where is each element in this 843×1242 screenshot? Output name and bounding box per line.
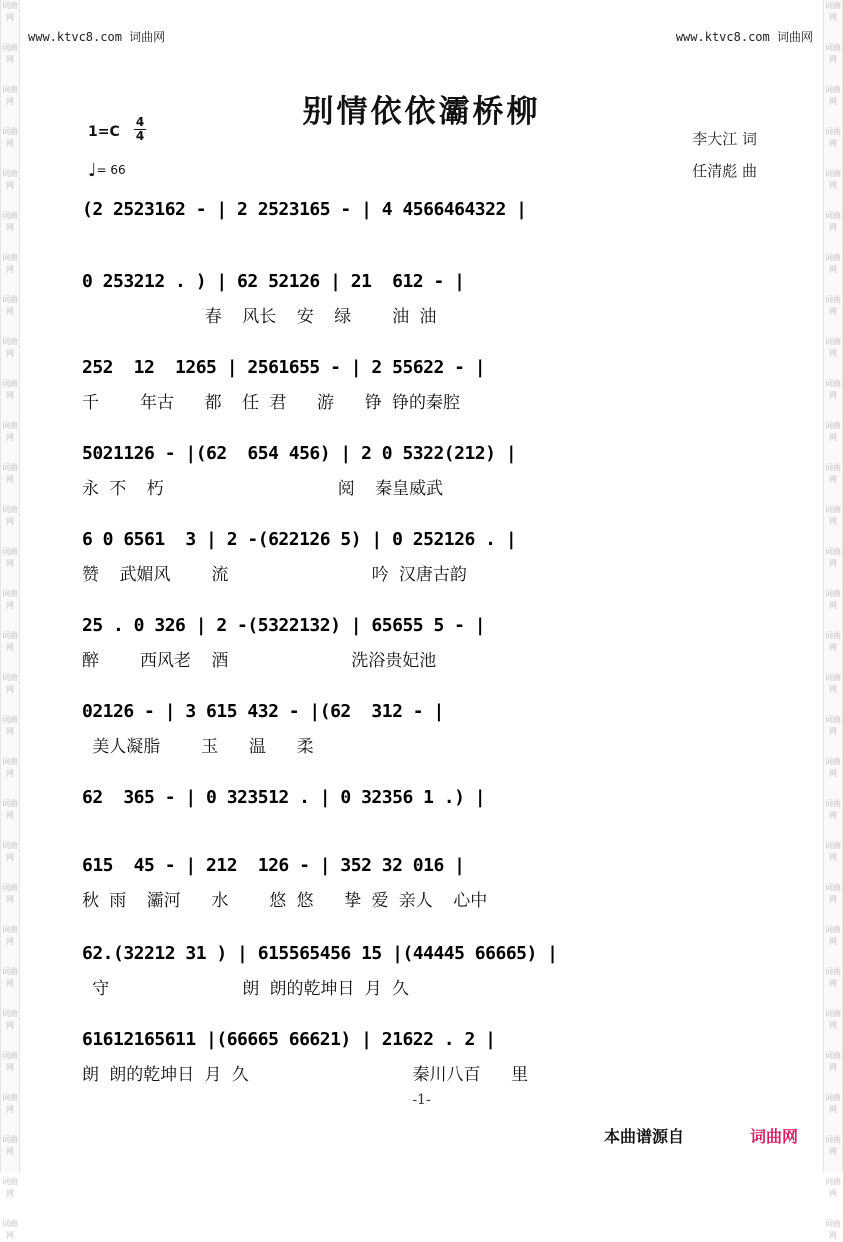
watermark-word: 词曲网 (2, 757, 18, 778)
score-row (82, 606, 772, 694)
watermark-word: 词曲网 (2, 295, 18, 316)
watermark-word: 词曲网 (2, 169, 18, 190)
watermark-word: 词曲网 (2, 883, 18, 904)
footer-brand-link[interactable]: 词曲网 (750, 1127, 799, 1146)
watermark-word: 词曲网 (2, 1219, 18, 1240)
watermark-word: 词曲网 (2, 337, 18, 358)
watermark-word: 词曲网 (825, 1009, 841, 1030)
watermark-word: 词曲网 (825, 1135, 841, 1156)
watermark-word: 词曲网 (825, 1, 841, 22)
watermark-word: 词曲网 (2, 85, 18, 106)
notation-line: 25 . 0 326 | 2 -(5322132) | 65655 5 - | (82, 615, 486, 636)
meter-bottom: 4 (135, 129, 145, 143)
time-signature (134, 116, 146, 143)
notation-line: (2 2523162 - | 2 2523165 - | 4 4566464322 | (82, 199, 527, 220)
watermark-word: 词曲网 (2, 967, 18, 988)
watermark-word: 词曲网 (825, 967, 841, 988)
watermark-word: 词曲网 (825, 547, 841, 568)
watermark-word: 词曲网 (2, 589, 18, 610)
composer-credit: 任清彪 曲 (692, 162, 757, 180)
watermark-word: 词曲网 (825, 1177, 841, 1198)
watermark-word: 词曲网 (825, 169, 841, 190)
tempo-value: = 66 (96, 163, 126, 177)
watermark-word: 词曲网 (2, 1051, 18, 1072)
score-row (82, 348, 772, 436)
lyric-line: 永 不 朽 阅 秦皇威武 (82, 479, 444, 499)
watermark-word: 词曲网 (2, 1, 18, 22)
score-row (82, 846, 772, 934)
lyric-line (82, 820, 772, 846)
watermark-word: 词曲网 (825, 841, 841, 862)
watermark-word: 词曲网 (2, 43, 18, 64)
watermark-word: 词曲网 (2, 1093, 18, 1114)
watermark-word: 词曲网 (825, 673, 841, 694)
lyric-line: 守 朗 朗的乾坤日 月 久 (82, 979, 409, 999)
watermark-word: 词曲网 (2, 421, 18, 442)
watermark-word: 词曲网 (2, 1135, 18, 1156)
notation-line: 5021126 - |(62 654 456) | 2 0 5322(212) | (82, 443, 517, 464)
watermark-word: 词曲网 (2, 547, 18, 568)
watermark-word: 词曲网 (2, 925, 18, 946)
score-row (82, 262, 772, 350)
lyricist-credit: 李大江 词 (692, 130, 757, 148)
watermark-word: 词曲网 (825, 211, 841, 232)
song-title: 别情依依灞桥柳 (302, 94, 541, 130)
site-name: 词曲网 (129, 30, 166, 44)
footer-source-label: 本曲谱源自 (604, 1127, 685, 1146)
watermark-word: 词曲网 (2, 505, 18, 526)
watermark-word: 词曲网 (825, 379, 841, 400)
lyric-line: 赞 武媚风 流 吟 汉唐古韵 (82, 565, 467, 585)
watermark-word: 词曲网 (2, 379, 18, 400)
meter-top: 4 (135, 115, 145, 129)
lyric-line: 朗 朗的乾坤日 月 久 秦川八百 里 (82, 1065, 529, 1085)
notation-line: 61612165611 |(66665 66621) | 21622 . 2 | (82, 1029, 496, 1050)
notation-line: 615 45 - | 212 126 - | 352 32 016 | (82, 855, 465, 876)
watermark-word: 词曲网 (825, 631, 841, 652)
site-header-left[interactable] (28, 28, 165, 45)
site-url: www.ktvc8.com (28, 30, 122, 44)
watermark-word: 词曲网 (2, 1009, 18, 1030)
score-row (82, 520, 772, 608)
watermark-word: 词曲网 (825, 421, 841, 442)
lyric-line: 春 风长 安 绿 油 油 (82, 307, 437, 327)
quarter-note-icon: ♩ (88, 160, 97, 181)
site-name: 词曲网 (776, 30, 813, 44)
notation-line: 0 253212 . ) | 62 52126 | 21 612 - | (82, 271, 465, 292)
watermark-word: 词曲网 (2, 631, 18, 652)
site-header-right[interactable] (676, 28, 813, 45)
watermark-word: 词曲网 (2, 841, 18, 862)
watermark-word: 词曲网 (825, 505, 841, 526)
watermark-word: 词曲网 (825, 925, 841, 946)
lyric-line (82, 232, 772, 258)
notation-line: 02126 - | 3 615 432 - |(62 312 - | (82, 701, 444, 722)
watermark-word: 词曲网 (2, 1177, 18, 1198)
lyric-line: 美人凝脂 玉 温 柔 (82, 737, 314, 757)
notation-line: 62 365 - | 0 323512 . | 0 32356 1 .) | (82, 787, 486, 808)
tempo-marking (88, 160, 126, 181)
notation-line: 252 12 1265 | 2561655 - | 2 55622 - | (82, 357, 486, 378)
notation-line: 6 0 6561 3 | 2 -(622126 5) | 0 252126 . | (82, 529, 517, 550)
watermark-word: 词曲网 (2, 253, 18, 274)
watermark-word: 词曲网 (825, 337, 841, 358)
watermark-word: 词曲网 (825, 295, 841, 316)
watermark-word: 词曲网 (825, 799, 841, 820)
watermark-word: 词曲网 (825, 589, 841, 610)
lyric-line: 秋 雨 灞河 水 悠 悠 挚 爱 亲人 心中 (82, 891, 488, 911)
watermark-column-right (823, 0, 843, 1240)
watermark-word: 词曲网 (2, 799, 18, 820)
watermark-word: 词曲网 (825, 883, 841, 904)
page-number: -1- (412, 1092, 431, 1108)
watermark-word: 词曲网 (825, 463, 841, 484)
watermark-word: 词曲网 (2, 673, 18, 694)
lyric-line: 醉 西风老 酒 洗浴贵妃池 (82, 651, 437, 671)
score-row (82, 934, 772, 1022)
watermark-word: 词曲网 (825, 253, 841, 274)
watermark-word: 词曲网 (825, 43, 841, 64)
watermark-word: 词曲网 (825, 85, 841, 106)
score-row (82, 692, 772, 780)
lyric-line: 千 年古 都 任 君 游 铮 铮的秦腔 (82, 393, 460, 413)
watermark-word: 词曲网 (2, 211, 18, 232)
site-url: www.ktvc8.com (675, 30, 770, 44)
watermark-word: 词曲网 (2, 715, 18, 736)
watermark-word: 词曲网 (825, 757, 841, 778)
watermark-word: 词曲网 (825, 127, 841, 148)
watermark-word: 词曲网 (2, 127, 18, 148)
watermark-word: 词曲网 (825, 715, 841, 736)
watermark-word: 词曲网 (825, 1219, 841, 1240)
key-signature: 1=C (88, 124, 120, 140)
watermark-word: 词曲网 (825, 1093, 841, 1114)
watermark-word: 词曲网 (2, 463, 18, 484)
watermark-column-left (0, 0, 20, 1240)
score-row (82, 434, 772, 522)
notation-line: 62.(32212 31 ) | 615565456 15 |(44445 66665) | (82, 943, 558, 964)
watermark-word: 词曲网 (825, 1051, 841, 1072)
